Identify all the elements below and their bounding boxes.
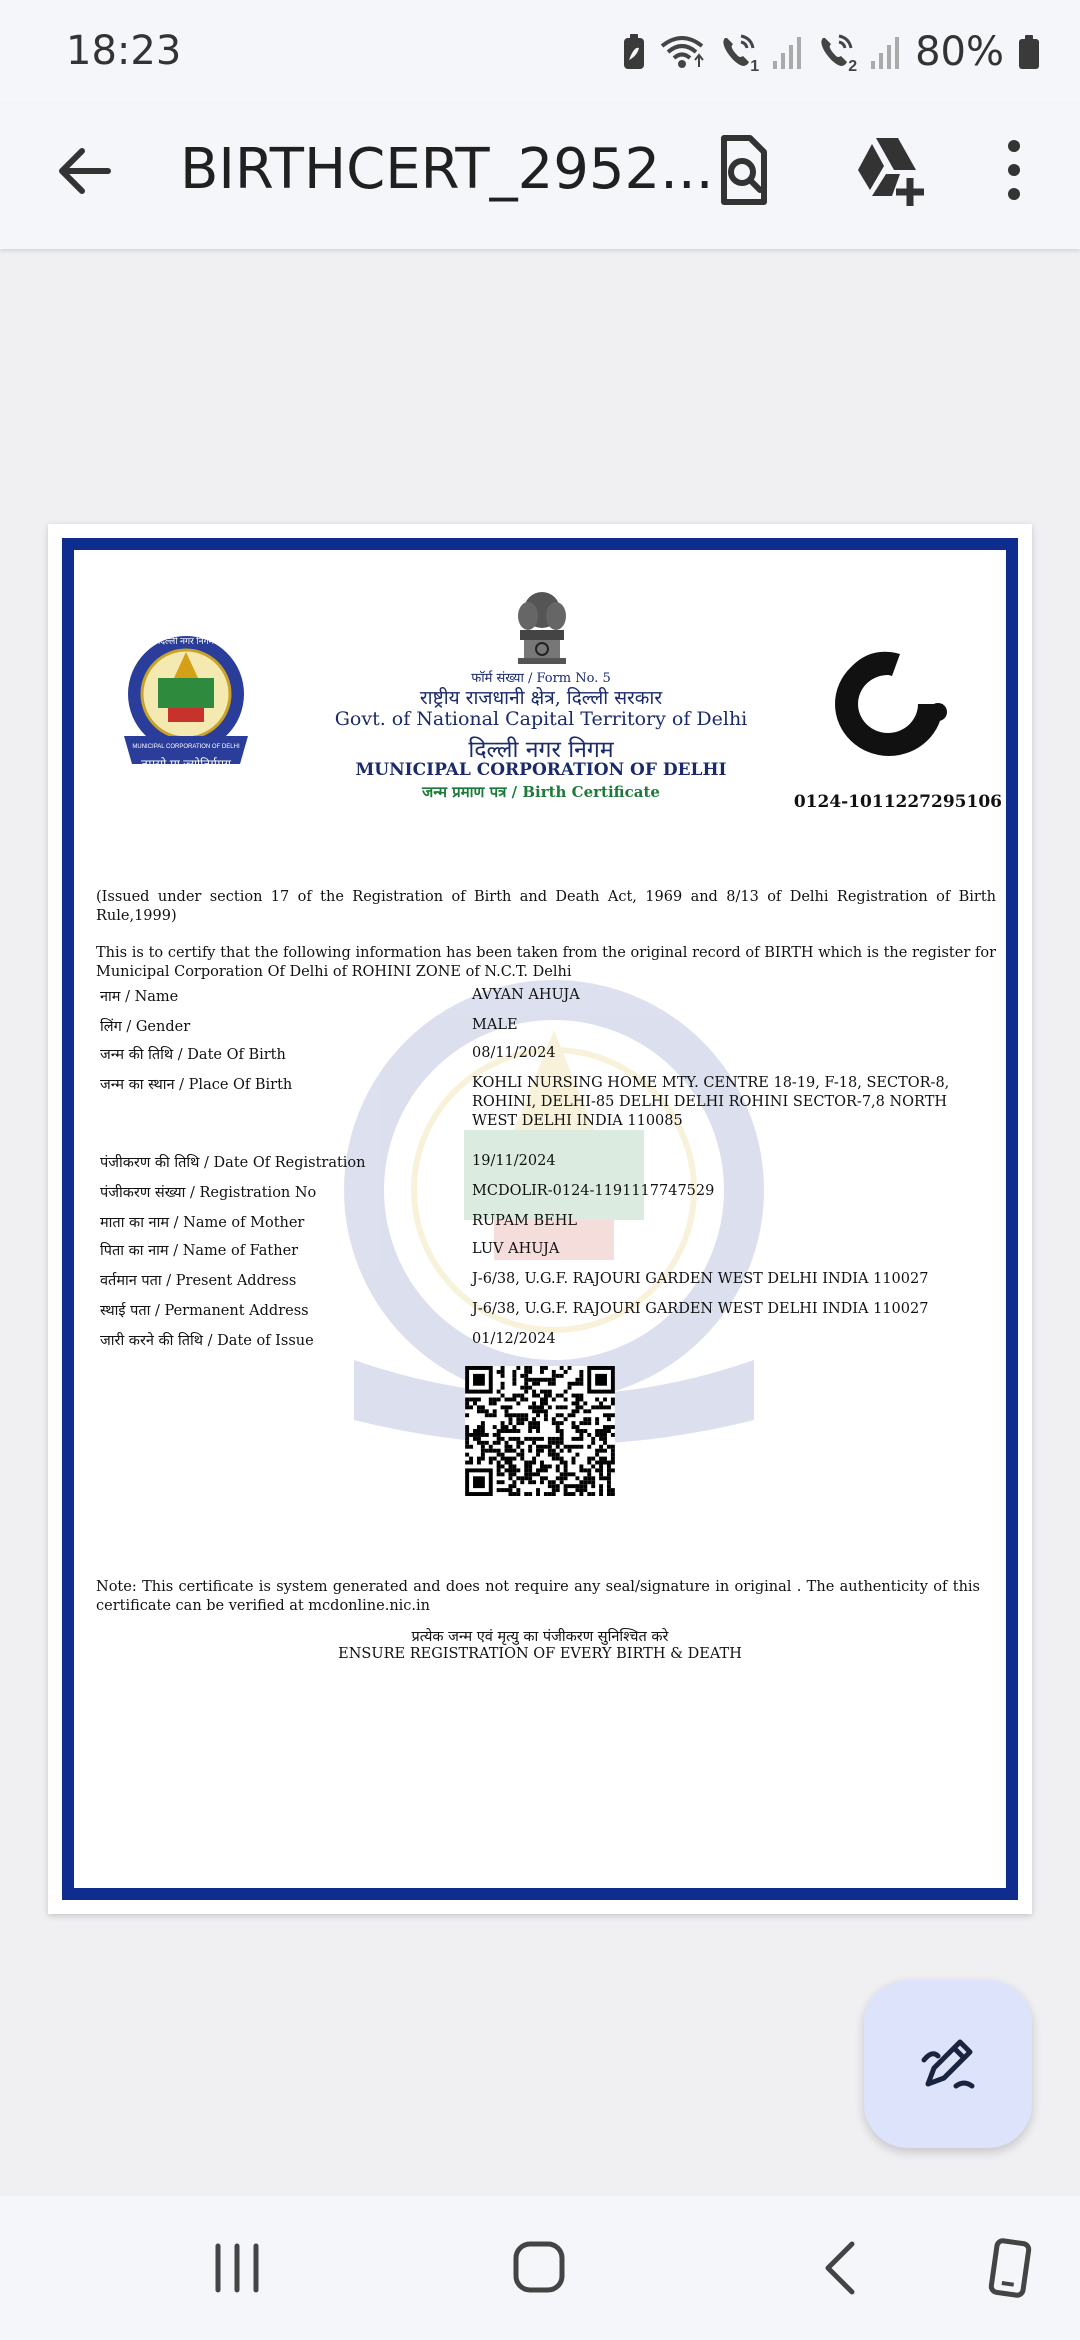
recent-apps-icon[interactable] bbox=[202, 2238, 272, 2298]
field-label: पंजीकरण संख्या / Registration No bbox=[100, 1185, 317, 1201]
field-label: जन्म का स्थान / Place Of Birth bbox=[100, 1077, 293, 1093]
mcd-english: MUNICIPAL CORPORATION OF DELHI bbox=[355, 760, 727, 780]
field-label: लिंग / Gender bbox=[100, 1019, 191, 1035]
footer-hindi: प्रत्येक जन्म एवं मृत्यु का पंजीकरण सुनिश्चित करे bbox=[411, 1629, 669, 1645]
field-label: नाम / Name bbox=[100, 989, 179, 1005]
certificate-border bbox=[62, 538, 1018, 1900]
certificate-type: जन्म प्रमाण पत्र / Birth Certificate bbox=[422, 783, 660, 801]
back-icon[interactable] bbox=[806, 2238, 876, 2298]
govt-english: Govt. of National Capital Territory of Delhi bbox=[334, 708, 748, 730]
status-time: 18:23 bbox=[66, 28, 182, 74]
battery-icon bbox=[1018, 34, 1040, 70]
field-value: J-6/38, U.G.F. RAJOURI GARDEN WEST DELHI INDIA 110027 bbox=[472, 1301, 929, 1317]
drive-add-icon[interactable] bbox=[850, 130, 930, 210]
rotate-screen-icon[interactable] bbox=[976, 2238, 1046, 2298]
edit-fab-button[interactable] bbox=[864, 1980, 1032, 2148]
field-value: J-6/38, U.G.F. RAJOURI GARDEN WEST DELHI INDIA 110027 bbox=[472, 1271, 929, 1287]
sim2-label: 2 bbox=[848, 58, 858, 75]
certificate-page bbox=[48, 524, 1032, 1914]
field-value: 01/12/2024 bbox=[472, 1331, 556, 1347]
field-value: MALE bbox=[472, 1017, 518, 1033]
status-icons bbox=[623, 28, 1040, 76]
navigation-bar bbox=[0, 2196, 1080, 2340]
volte-sim1-icon bbox=[719, 32, 760, 75]
certificate-number: 0124-1011227295106 bbox=[793, 792, 1002, 812]
issued-under-text: (Issued under section 17 of the Registration of Birth and Death Act, 1969 and 8/13 of Delhi Registration of Birth Rule,1999) bbox=[96, 889, 996, 924]
back-arrow-icon[interactable] bbox=[50, 136, 120, 206]
signal-sim1-icon bbox=[773, 35, 803, 69]
mcd-hindi: दिल्ली नगर निगम bbox=[468, 737, 614, 763]
field-label: पिता का नाम / Name of Father bbox=[100, 1243, 299, 1259]
logo-motto: तमसो मा ज्योतिर्गमय bbox=[141, 757, 231, 771]
more-vert-icon[interactable] bbox=[974, 130, 1054, 210]
edit-pen-icon bbox=[914, 2030, 982, 2098]
form-number: फॉर्म संख्या / Form No. 5 bbox=[471, 671, 611, 686]
note-text: Note: This certificate is system generated and does not require any seal/signature in original . The authenticity of this certificate can be verified at mcdonline.nic.in bbox=[96, 1579, 980, 1614]
document-title: BIRTHCERT_2952... bbox=[180, 137, 714, 202]
field-value: RUPAM BEHL bbox=[472, 1213, 578, 1229]
field-label: जन्म की तिथि / Date Of Birth bbox=[100, 1047, 286, 1063]
field-label: माता का नाम / Name of Mother bbox=[100, 1215, 305, 1231]
sim1-label: 1 bbox=[750, 58, 760, 75]
field-value: KOHLI NURSING HOME MTY. CENTRE 18-19, F-18, SECTOR-8, ROHINI, DELHI-85 DELHI DELHI ROHINI SECTOR-7,8 NORTH WEST DELHI INDIA 110085 bbox=[472, 1075, 950, 1129]
brand-logo-icon bbox=[822, 646, 956, 762]
footer-english: ENSURE REGISTRATION OF EVERY BIRTH & DEATH bbox=[338, 1646, 742, 1662]
wifi-icon bbox=[659, 34, 705, 70]
field-value: 08/11/2024 bbox=[472, 1045, 556, 1061]
field-value: 19/11/2024 bbox=[472, 1153, 556, 1169]
logo-ring-text: MUNICIPAL CORPORATION OF DELHI bbox=[132, 744, 240, 750]
field-label: जारी करने की तिथि / Date of Issue bbox=[100, 1333, 314, 1349]
field-value: LUV AHUJA bbox=[472, 1241, 560, 1257]
field-value: AVYAN AHUJA bbox=[472, 987, 580, 1003]
home-icon[interactable] bbox=[504, 2238, 574, 2298]
field-label: वर्तमान पता / Present Address bbox=[100, 1273, 297, 1289]
app-bar bbox=[0, 104, 1080, 249]
field-label: पंजीकरण की तिथि / Date Of Registration bbox=[100, 1155, 366, 1171]
battery-saver-icon bbox=[623, 34, 645, 70]
battery-percent: 80% bbox=[915, 29, 1004, 75]
document-search-icon[interactable] bbox=[704, 130, 784, 210]
field-label: स्थाई पता / Permanent Address bbox=[100, 1303, 309, 1319]
mcd-logo bbox=[118, 632, 254, 772]
signal-sim2-icon bbox=[871, 35, 901, 69]
volte-sim2-icon bbox=[817, 32, 858, 75]
govt-hindi: राष्ट्रीय राजधानी क्षेत्र, दिल्ली सरकार bbox=[419, 687, 663, 709]
status-bar bbox=[0, 0, 1080, 104]
national-emblem bbox=[514, 588, 570, 666]
field-value: MCDOLIR-0124-1191117747529 bbox=[472, 1183, 715, 1199]
certify-text: This is to certify that the following information has been taken from the original record of BIRTH which is the register for Municipal Corporation Of Delhi of ROHINI ZONE of N.C.T. Delhi bbox=[96, 945, 996, 980]
logo-top-text: दिल्ली नगर निगम bbox=[157, 636, 215, 646]
qr-code bbox=[464, 1366, 616, 1496]
